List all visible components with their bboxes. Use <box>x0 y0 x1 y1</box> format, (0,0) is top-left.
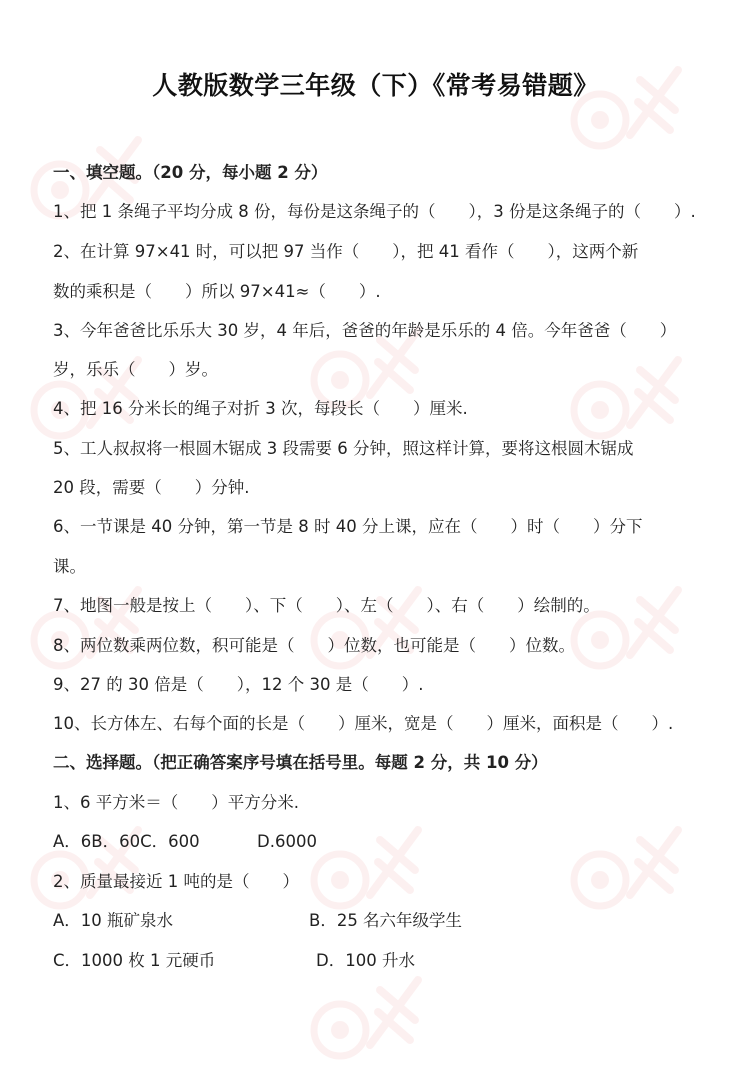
question-line: 10、长方体左、右每个面的长是（ ）厘米，宽是（ ）厘米，面积是（ ）. <box>53 714 674 733</box>
question-stem: 1、6 平方米＝（ ）平方分米. <box>53 793 299 812</box>
option-d: D．100 升水 <box>316 951 415 970</box>
option-a: A．10 瓶矿泉水 <box>53 911 174 930</box>
watermark-logo <box>20 560 150 690</box>
watermark-logo <box>560 800 690 930</box>
question-line: 6、一节课是 40 分钟，第一节是 8 时 40 分上课，应在（ ）时（ ）分下 <box>53 517 643 536</box>
question-line: 数的乘积是（ ）所以 97×41≈（ ）. <box>53 282 381 301</box>
watermark-logo <box>300 560 430 690</box>
question-line: 9、27 的 30 倍是（ ），12 个 30 是（ ）. <box>53 675 424 694</box>
watermark-logo <box>560 40 690 170</box>
option-b: B．25 名六年级学生 <box>309 911 463 930</box>
option-d: D.6000 <box>257 832 317 851</box>
section1-heading: 一、填空题。（20 分，每小题 2 分） <box>53 163 328 182</box>
question-line: 4、把 16 分米长的绳子对折 3 次，每段长（ ）厘米. <box>53 399 468 418</box>
option-abc: A．6B．60C．600 <box>53 832 200 851</box>
question-line: 1、把 1 条绳子平均分成 8 份，每份是这条绳子的（ ），3 份是这条绳子的（ ）. <box>53 202 696 221</box>
question-line: 3、今年爸爸比乐乐大 30 岁，4 年后，爸爸的年龄是乐乐的 4 倍。今年爸爸（ ） <box>53 321 677 340</box>
question-stem: 2、质量最接近 1 吨的是（ ） <box>53 872 299 891</box>
question-line: 岁，乐乐（ ）岁。 <box>53 360 218 379</box>
question-line: 8、两位数乘两位数，积可能是（ ）位数，也可能是（ ）位数。 <box>53 636 575 655</box>
question-line: 5、工人叔叔将一根圆木锯成 3 段需要 6 分钟，照这样计算，要将这根圆木锯成 <box>53 439 634 458</box>
question-line: 20 段，需要（ ）分钟. <box>53 478 250 497</box>
watermark-logo <box>560 560 690 690</box>
page-title: 人教版数学三年级（下）《常考易错题》 <box>152 71 599 100</box>
section2-heading: 二、选择题。（把正确答案序号填在括号里。每题 2 分，共 10 分） <box>53 753 548 772</box>
question-line: 7、地图一般是按上（ ）、下（ ）、左（ ）、右（ ）绘制的。 <box>53 596 600 615</box>
question-line: 课。 <box>53 557 86 576</box>
question-line: 2、在计算 97×41 时，可以把 97 当作（ ），把 41 看作（ ），这两个新 <box>53 242 639 261</box>
option-c: C．1000 枚 1 元硬币 <box>53 951 216 970</box>
